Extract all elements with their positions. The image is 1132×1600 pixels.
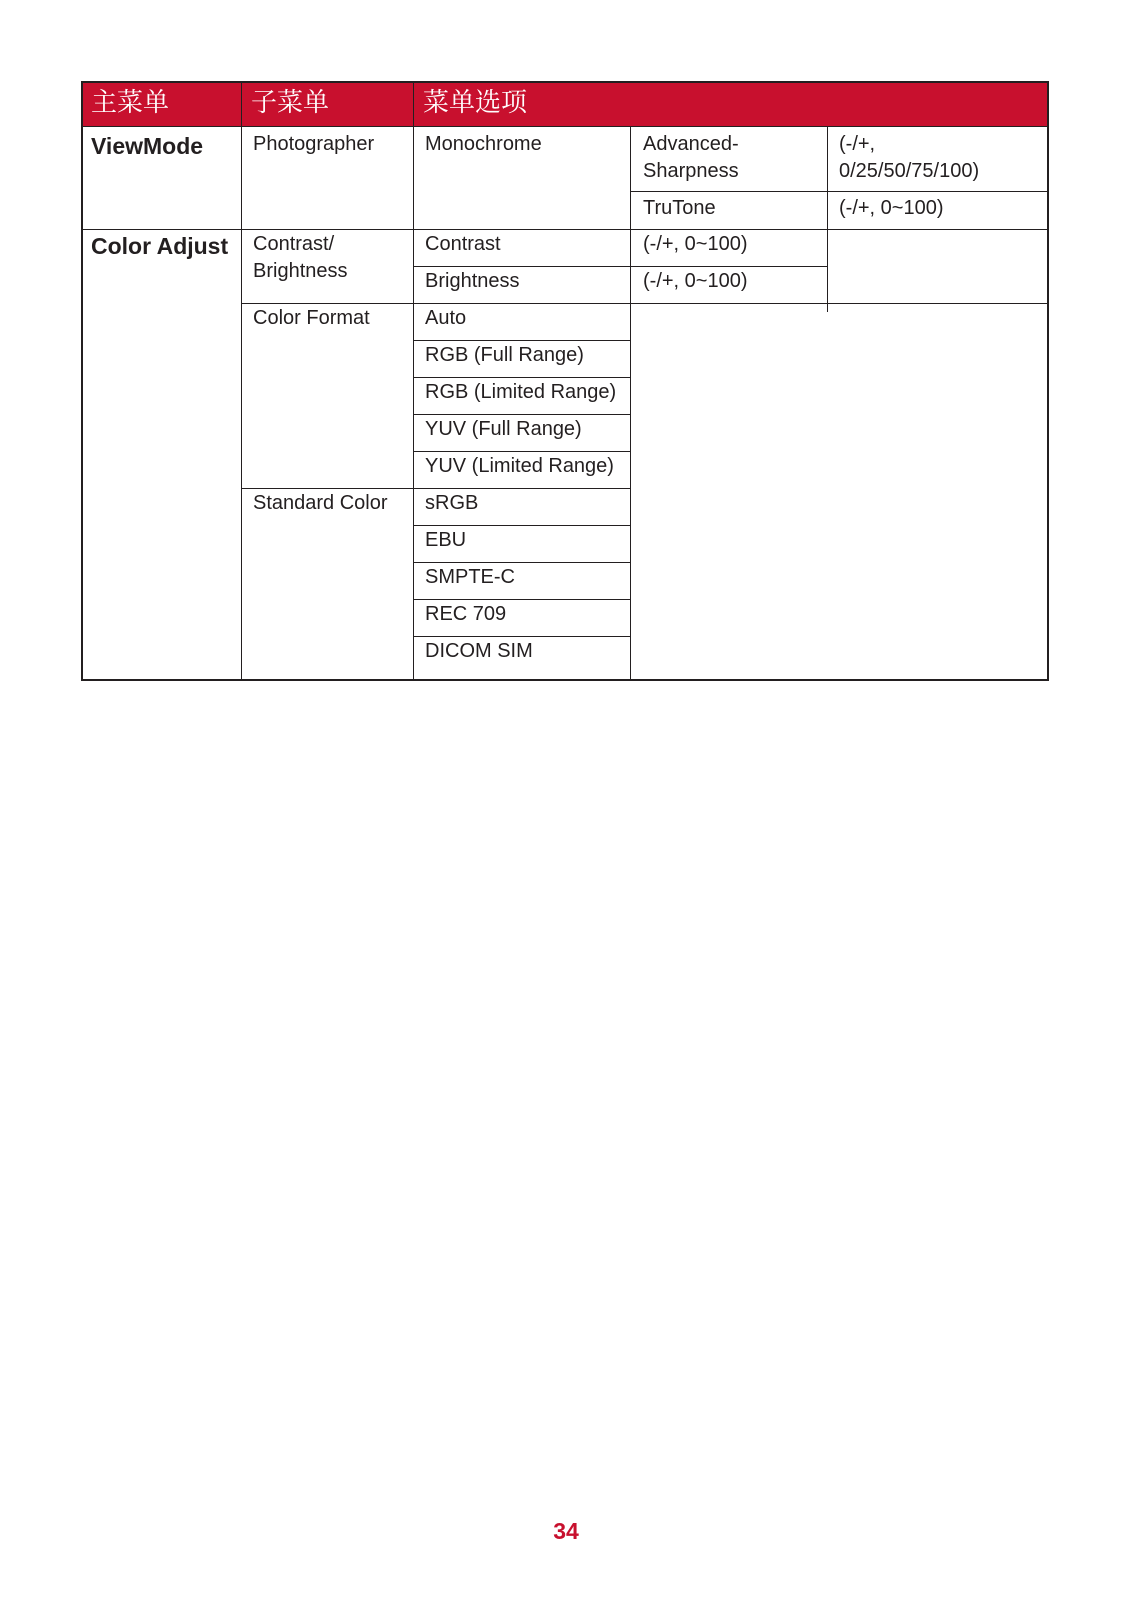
row-rule-fmt-end bbox=[241, 488, 631, 489]
color-format-option: Auto bbox=[425, 307, 467, 329]
header-main-menu: 主菜单 bbox=[91, 88, 170, 118]
row-rule-fmt-2 bbox=[413, 377, 631, 378]
color-format-option: RGB (Limited Range) bbox=[425, 381, 617, 403]
border-top bbox=[81, 81, 1049, 83]
header-bottom-rule bbox=[81, 126, 1049, 127]
row-rule-std-3 bbox=[413, 599, 631, 600]
main-menu-color-adjust: Color Adjust bbox=[91, 233, 229, 259]
contrast-value: (-/+, 0~100) bbox=[643, 233, 748, 255]
option-advanced-line2: Sharpness bbox=[643, 160, 739, 182]
col-sep-2 bbox=[413, 81, 414, 681]
sub-menu-contrast-brightness-line1: Contrast/ bbox=[253, 233, 335, 255]
row-rule-advanced bbox=[630, 191, 1049, 192]
trutone-value: (-/+, 0~100) bbox=[839, 197, 944, 219]
standard-color-option: sRGB bbox=[425, 492, 479, 514]
row-rule-viewmode-end bbox=[81, 229, 1049, 230]
row-rule-fmt-1 bbox=[413, 340, 631, 341]
brightness-value: (-/+, 0~100) bbox=[643, 270, 748, 292]
standard-color-option: EBU bbox=[425, 529, 467, 551]
option-monochrome: Monochrome bbox=[425, 133, 542, 155]
border-left bbox=[81, 81, 83, 681]
col-sep-1 bbox=[241, 81, 242, 681]
color-format-option: YUV (Limited Range) bbox=[425, 455, 614, 477]
standard-color-option: DICOM SIM bbox=[425, 640, 533, 662]
standard-color-option: SMPTE-C bbox=[425, 566, 515, 588]
row-rule-std-1 bbox=[413, 525, 631, 526]
row-rule-std-2 bbox=[413, 562, 631, 563]
advanced-value-line1: (-/+, bbox=[839, 133, 876, 155]
option-advanced-line1: Advanced- bbox=[643, 133, 739, 155]
option-trutone: TruTone bbox=[643, 197, 716, 219]
sub-menu-standard-color: Standard Color bbox=[253, 492, 388, 514]
sub-menu-photographer: Photographer bbox=[253, 133, 375, 155]
row-rule-std-4 bbox=[413, 636, 631, 637]
color-format-option: RGB (Full Range) bbox=[425, 344, 584, 366]
table-header bbox=[81, 81, 1049, 126]
col-sep-4 bbox=[827, 126, 828, 312]
row-rule-contrast bbox=[413, 266, 828, 267]
header-sub-menu: 子菜单 bbox=[251, 88, 330, 118]
page-number: 34 bbox=[553, 1518, 579, 1544]
advanced-value-line2: 0/25/50/75/100) bbox=[839, 160, 980, 182]
menu-table bbox=[81, 81, 1049, 681]
color-format-option: YUV (Full Range) bbox=[425, 418, 582, 440]
border-right bbox=[1047, 81, 1049, 681]
standard-color-option: REC 709 bbox=[425, 603, 507, 625]
main-menu-viewmode: ViewMode bbox=[91, 133, 204, 159]
col-sep-3 bbox=[630, 126, 631, 681]
option-contrast: Contrast bbox=[425, 233, 501, 255]
sub-menu-contrast-brightness-line2: Brightness bbox=[253, 260, 348, 282]
option-brightness: Brightness bbox=[425, 270, 520, 292]
row-rule-fmt-4 bbox=[413, 451, 631, 452]
border-bottom bbox=[81, 679, 1049, 681]
header-menu-options: 菜单选项 bbox=[423, 88, 528, 118]
row-rule-fmt-3 bbox=[413, 414, 631, 415]
row-rule-brightness bbox=[241, 303, 1049, 304]
sub-menu-color-format: Color Format bbox=[253, 307, 370, 329]
